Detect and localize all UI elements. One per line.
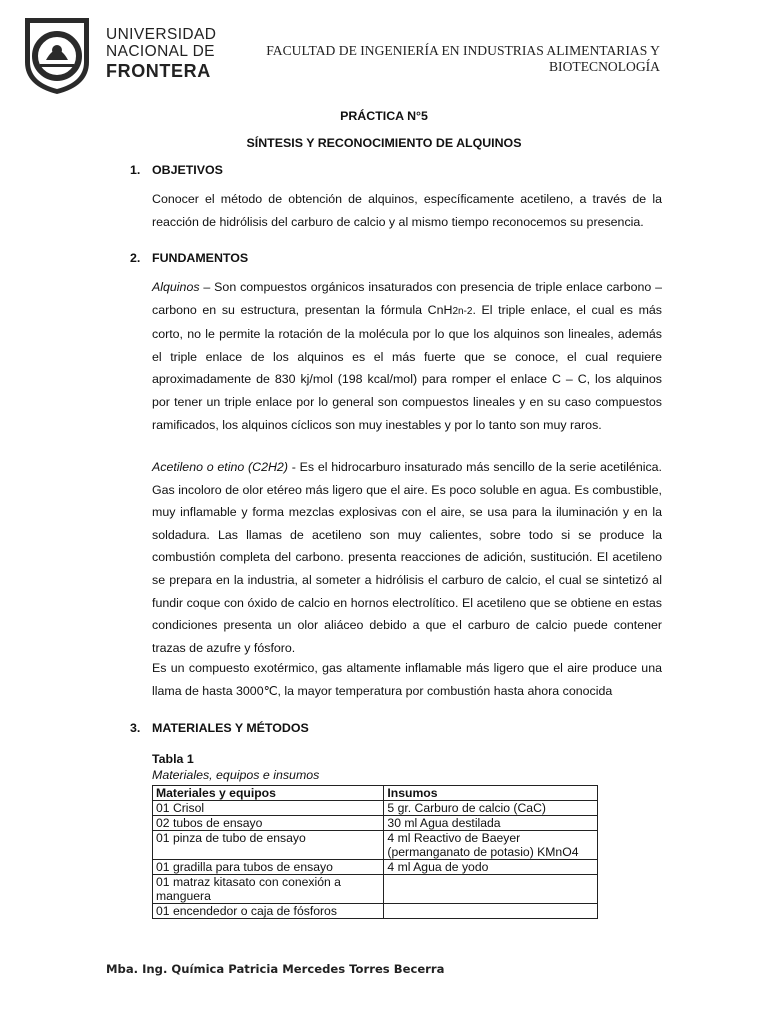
section-number: 1. xyxy=(130,163,141,177)
section-heading-materiales xyxy=(130,721,309,735)
table-row xyxy=(153,801,598,816)
section-title: MATERIALES Y MÉTODOS xyxy=(152,721,309,735)
table-cell: 02 tubos de ensayo xyxy=(153,816,384,831)
table-row xyxy=(153,875,598,904)
table-header-insumos: Insumos xyxy=(384,786,598,801)
alquinos-text-a: – Son compuestos orgánicos insaturados con presencia de triple enlace carbono – carbono en su estructura, presentan la fórmula CnH xyxy=(152,280,662,317)
alquinos-text-b: . El triple enlace, el cual es más corto, no le permite la rotación de la molécula por lo que los alquinos son lineales, además el triple enlace de los alquinos es el más fuerte que se conoce, el cual requiere aproximadamente de 830 kj/mol (198 kcal/mol) para romper el enlace C – C, los alquinos por tener un triple enlace por lo general son compuestos lineales y en su caso compuestos ramificados, los alquinos cíclicos son muy inestables y por lo tanto son muy raros. xyxy=(152,302,662,432)
university-name xyxy=(106,26,216,82)
main-title: SÍNTESIS Y RECONOCIMIENTO DE ALQUINOS xyxy=(246,136,522,150)
university-seal-logo xyxy=(20,12,94,96)
table-caption: Materiales, equipos e insumos xyxy=(152,768,320,782)
section-heading-fundamentos xyxy=(130,251,248,265)
alquinos-term: Alquinos xyxy=(152,280,200,294)
table-row xyxy=(153,860,598,875)
practice-title: PRÁCTICA N°5 xyxy=(340,109,428,123)
university-line-2: NACIONAL DE xyxy=(106,43,215,60)
table-row xyxy=(153,831,598,860)
acetileno-term: Acetileno o etino (C2H2) xyxy=(152,460,288,474)
exotermico-paragraph: Es un compuesto exotérmico, gas altamente inflamable más ligero que el aire produce una llama de hasta 3000℃, la mayor temperatura por combustión hasta ahora conocida xyxy=(152,661,662,698)
table-cell: 01 matraz kitasato con conexión a manguera xyxy=(153,875,384,904)
table-header-row xyxy=(153,786,598,801)
table-cell: 01 pinza de tubo de ensayo xyxy=(153,831,384,860)
faculty-line-1: FACULTAD DE INGENIERÍA EN INDUSTRIAS ALIMENTARIAS Y xyxy=(266,43,660,58)
table-cell: 5 gr. Carburo de calcio (CaC) xyxy=(384,801,598,816)
table-cell: 01 gradilla para tubos de ensayo xyxy=(153,860,384,875)
table-cell: 4 ml Reactivo de Baeyer (permanganato de potasio) KMnO4 xyxy=(384,831,598,860)
section-number: 2. xyxy=(130,251,141,265)
table-label: Tabla 1 xyxy=(152,752,194,766)
university-line-3: FRONTERA xyxy=(106,61,211,81)
table-cell: 01 encendedor o caja de fósforos xyxy=(153,904,384,919)
section-heading-objetivos xyxy=(130,163,223,177)
alquinos-formula-sub: 2n-2 xyxy=(452,305,473,317)
table-cell xyxy=(384,875,598,904)
section-number: 3. xyxy=(130,721,141,735)
table-cell: 01 Crisol xyxy=(153,801,384,816)
materials-table xyxy=(152,785,598,919)
faculty-line-2: BIOTECNOLOGÍA xyxy=(548,59,660,74)
objetivos-paragraph: Conocer el método de obtención de alquinos, específicamente acetileno, a través de la reacción de hidrólisis del carburo de calcio y al mismo tiempo reconocemos su presencia. xyxy=(152,192,662,229)
table-header-materiales: Materiales y equipos xyxy=(153,786,384,801)
table-cell: 30 ml Agua destilada xyxy=(384,816,598,831)
section-title: OBJETIVOS xyxy=(152,163,223,177)
alquinos-paragraph xyxy=(152,276,662,436)
acetileno-text: - Es el hidrocarburo insaturado más sencillo de la serie acetilénica. Gas incoloro de olor etéreo más ligero que el aire. Es poco soluble en agua. Es combustible, muy inflamable y forma mezclas explosivas con el aire, se usa para la iluminación y en la soldadura. Las llamas de acetileno son muy calientes, sobre todo si se produce la combustión completa del carbono. presenta reacciones de adición, sustitución. El acetileno se prepara en la industria, al someter a hidrólisis el carburo de calcio, el cual se sintetizó al fundir coque con óxido de calcio en hornos electrolítico. El acetileno que se obtiene en estas condiciones presenta un olor aliáceo debido a que el carburo de calcio puede contener trazas de azufre y fósforo. xyxy=(152,460,662,655)
table-row xyxy=(153,816,598,831)
faculty-name xyxy=(240,43,660,75)
section-title: FUNDAMENTOS xyxy=(152,251,249,265)
author-footer: Mba. Ing. Química Patricia Mercedes Torres Becerra xyxy=(106,962,445,976)
table-cell: 4 ml Agua de yodo xyxy=(384,860,598,875)
university-line-1: UNIVERSIDAD xyxy=(106,26,217,43)
table-cell xyxy=(384,904,598,919)
table-row xyxy=(153,904,598,919)
acetileno-paragraph xyxy=(152,456,662,659)
